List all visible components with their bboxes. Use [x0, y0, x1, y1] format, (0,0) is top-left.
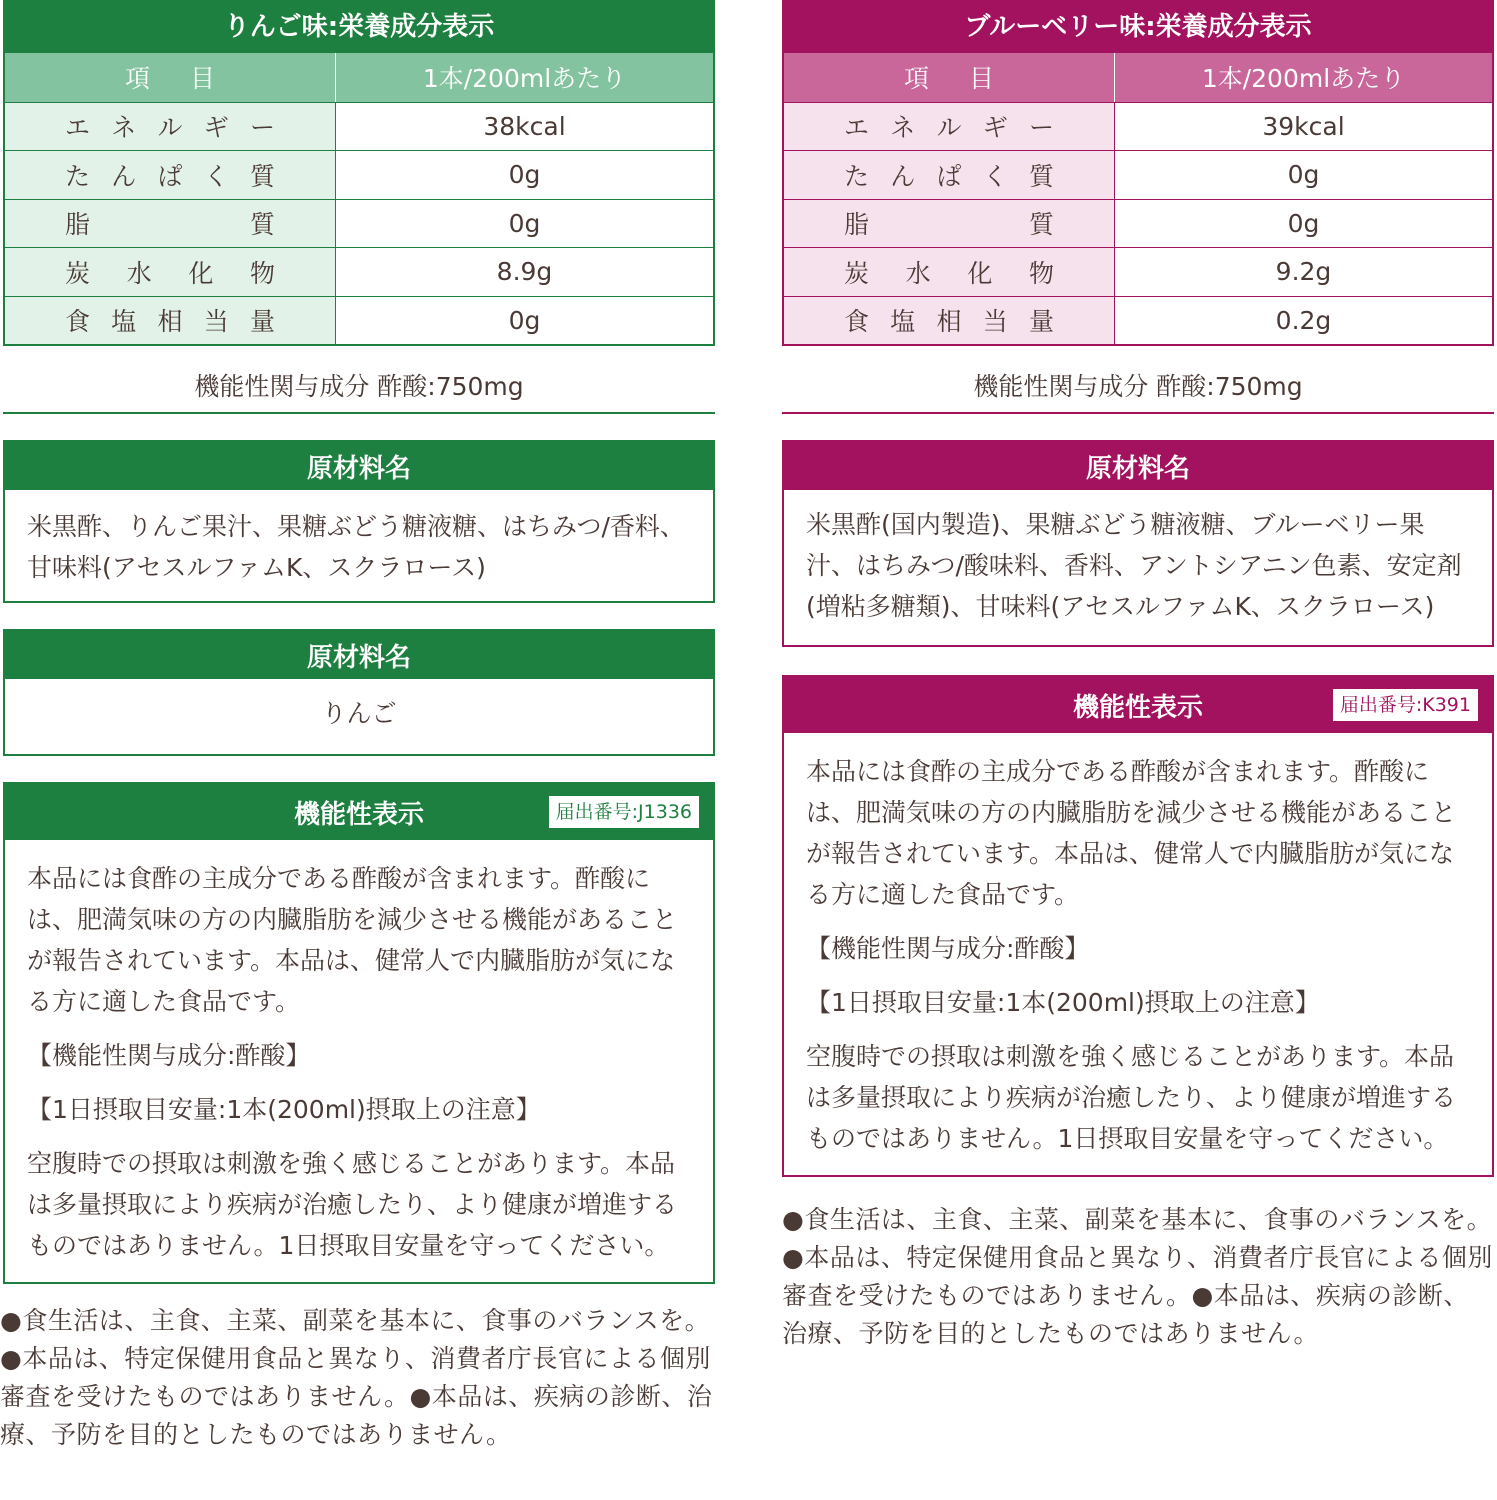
blueberry-function-paragraph: 【機能性関与成分:酢酸】 — [806, 934, 1090, 963]
apple-header-item: 項 目 — [125, 64, 215, 94]
table-row — [784, 150, 1492, 199]
apple-row-label-protein: た ん ぱ く 質 — [65, 161, 275, 191]
apple-function-paragraph: 空腹時での摂取は刺激を強く感じることがあります。本品は多量摂取により疾病が治癒したり、より健康が増進するものではありません。1日摂取目安量を守ってください。 — [27, 1149, 678, 1260]
apple-nutrition-title: りんご味:栄養成分表示 — [5, 2, 713, 53]
blueberry-row-label-energy: エ ネ ル ギ ー — [844, 113, 1054, 143]
apple-header-value: 1本/200mlあたり — [422, 64, 627, 94]
blueberry-header-item: 項 目 — [904, 64, 994, 94]
apple-ingredients-title: 原材料名 — [5, 442, 713, 490]
blueberry-ingredients-box — [782, 440, 1494, 647]
blueberry-function-paragraph: 空腹時での摂取は刺激を強く感じることがあります。本品は多量摂取により疾病が治癒したり、より健康が増進するものではありません。1日摂取目安量を守ってください。 — [806, 1042, 1457, 1153]
blueberry-table-header — [784, 53, 1492, 102]
apple-row-value-salt: 0g — [508, 305, 541, 335]
blueberry-notification-number: 届出番号:K391 — [1333, 689, 1478, 721]
blueberry-nutrition-table — [782, 0, 1494, 346]
apple-function-header — [5, 784, 713, 840]
blueberry-function-paragraph: 本品には食酢の主成分である酢酸が含まれます。酢酸には、肥満気味の方の内臓脂肪を減少させる機能があることが報告されています。本品は、健常人で内臓脂肪が気になる方に適した食品です。 — [806, 757, 1457, 909]
blueberry-footer-notes: ●食生活は、主食、主菜、副菜を基本に、食事のバランスを。●本品は、特定保健用食品と異なり、消費者庁長官による個別審査を受けたものではありません。●本品は、疾病の診断、治療、予防を目的としたものではありません。 — [782, 1205, 1493, 1348]
blueberry-function-paragraph: 【1日摂取目安量:1本(200ml)摂取上の注意】 — [806, 988, 1320, 1017]
apple-function-paragraph: 【機能性関与成分:酢酸】 — [27, 1041, 311, 1070]
apple-row-value-protein: 0g — [508, 160, 541, 190]
blueberry-nutrition-title: ブルーベリー味:栄養成分表示 — [784, 2, 1492, 53]
apple-function-title: 機能性表示 — [293, 799, 424, 830]
blueberry-row-value-salt: 0.2g — [1275, 305, 1332, 335]
blueberry-row-label-salt: 食 塩 相 当 量 — [844, 307, 1054, 337]
apple-ingredients2-title: 原材料名 — [5, 631, 713, 679]
apple-row-label-salt: 食 塩 相 当 量 — [65, 307, 275, 337]
apple-row-value-fat: 0g — [508, 208, 541, 238]
table-row — [5, 247, 713, 296]
apple-ingredients-box — [3, 440, 715, 603]
table-row — [784, 247, 1492, 296]
blueberry-row-value-protein: 0g — [1287, 160, 1320, 190]
blueberry-header-value: 1本/200mlあたり — [1201, 64, 1406, 94]
blueberry-row-label-carbs: 炭 水 化 物 — [844, 258, 1054, 288]
apple-ingredients2-text: りんご — [321, 699, 397, 728]
apple-nutrition-table — [3, 0, 715, 346]
table-row — [5, 150, 713, 199]
apple-function-body — [5, 840, 713, 1282]
table-row — [5, 199, 713, 248]
apple-footer-notes: ●食生活は、主食、主菜、副菜を基本に、食事のバランスを。●本品は、特定保健用食品と異なり、消費者庁長官による個別審査を受けたものではありません。●本品は、疾病の診断、治療、予防を目的としたものではありません。 — [0, 1306, 713, 1449]
apple-row-value-carbs: 8.9g — [496, 257, 553, 287]
apple-function-paragraph: 【1日摂取目安量:1本(200ml)摂取上の注意】 — [27, 1095, 541, 1124]
blueberry-row-label-protein: た ん ぱ く 質 — [844, 161, 1054, 191]
apple-column — [0, 0, 715, 1454]
blueberry-function-body — [784, 733, 1492, 1175]
blueberry-row-label-fat: 脂 質 — [844, 210, 1054, 240]
table-row — [784, 296, 1492, 345]
apple-row-value-energy: 38kcal — [483, 111, 566, 141]
table-row — [5, 102, 713, 151]
blueberry-row-value-carbs: 9.2g — [1275, 257, 1332, 287]
blueberry-column — [782, 0, 1494, 1353]
table-row — [784, 199, 1492, 248]
apple-functional-ingredient: 機能性関与成分 酢酸:750mg — [3, 346, 715, 414]
blueberry-row-value-fat: 0g — [1287, 208, 1320, 238]
blueberry-row-value-energy: 39kcal — [1262, 111, 1345, 141]
blueberry-function-header — [784, 677, 1492, 733]
apple-table-header — [5, 53, 713, 102]
apple-function-paragraph: 本品には食酢の主成分である酢酸が含まれます。酢酸には、肥満気味の方の内臓脂肪を減少させる機能があることが報告されています。本品は、健常人で内臓脂肪が気になる方に適した食品です。 — [27, 864, 678, 1016]
apple-row-label-carbs: 炭 水 化 物 — [65, 258, 275, 288]
blueberry-function-box — [782, 675, 1494, 1177]
apple-function-box — [3, 782, 715, 1284]
apple-notification-number: 届出番号:J1336 — [549, 796, 699, 828]
blueberry-function-title: 機能性表示 — [1072, 692, 1203, 723]
blueberry-functional-ingredient: 機能性関与成分 酢酸:750mg — [782, 346, 1494, 414]
blueberry-ingredients-title: 原材料名 — [784, 442, 1492, 490]
blueberry-ingredients-text: 米黒酢(国内製造)、果糖ぶどう糖液糖、ブルーベリー果汁、はちみつ/酸味料、香料、アントシアニン色素、安定剤(増粘多糖類)、甘味料(アセスルファムK、スクラロース) — [806, 510, 1462, 621]
apple-ingredients-text: 米黒酢、りんご果汁、果糖ぶどう糖液糖、はちみつ/香料、甘味料(アセスルファムK、スクラロース) — [27, 512, 685, 582]
apple-row-label-fat: 脂 質 — [65, 210, 275, 240]
apple-row-label-energy: エ ネ ル ギ ー — [65, 113, 275, 143]
apple-ingredients2-box — [3, 629, 715, 756]
table-row — [5, 296, 713, 345]
table-row — [784, 102, 1492, 151]
